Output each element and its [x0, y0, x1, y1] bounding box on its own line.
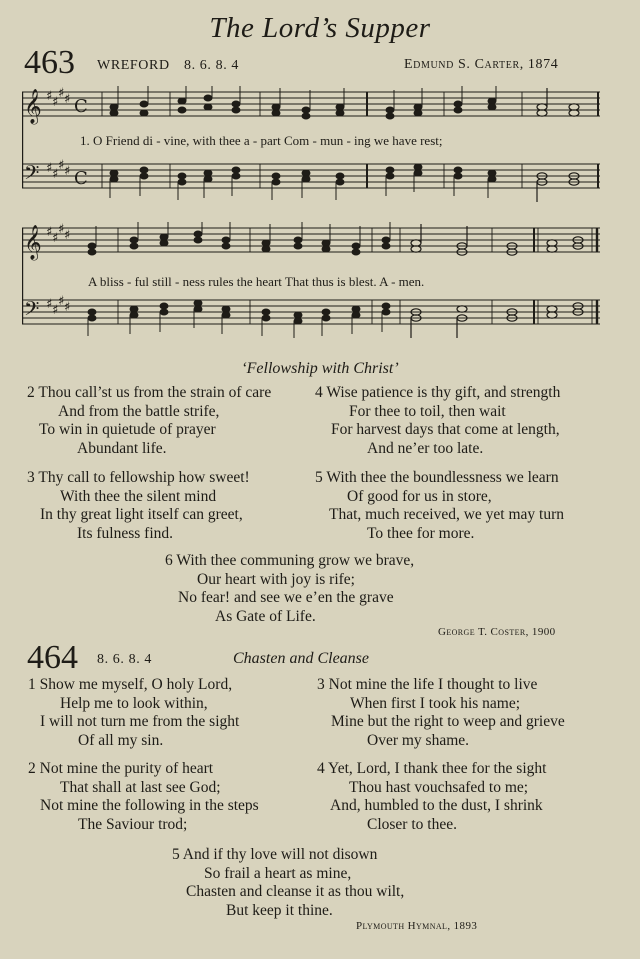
music-lyrics-line-1: 1. O Friend di - vine, with thee a - part Com - mun - ing we have rest;: [80, 133, 443, 148]
svg-text:♯: ♯: [46, 297, 53, 312]
svg-text:♯: ♯: [58, 158, 65, 173]
svg-text:♯: ♯: [52, 231, 59, 246]
svg-text:♯: ♯: [52, 303, 59, 318]
svg-text:♯: ♯: [46, 225, 53, 240]
hymn-464-verse-2: 2 Not mine the purity of heart That shall at last see God; Not mine the following in the steps The Saviour trod;: [28, 760, 259, 833]
hymn-463-author: George T. Coster, 1900: [438, 626, 556, 638]
hymn-464-title: Chasten and Cleanse: [233, 650, 369, 667]
hymn-463-verse-2: 2 Thou call’st us from the strain of care And from the battle strife, To win in quietude of prayer Abundant life.: [27, 384, 272, 457]
svg-text:♯: ♯: [52, 95, 59, 110]
svg-text:𝄢: 𝄢: [24, 161, 40, 189]
svg-text:♯: ♯: [58, 222, 65, 237]
svg-text:♯: ♯: [64, 300, 71, 315]
svg-text:♯: ♯: [46, 89, 53, 104]
hymn-464-meter: 8. 6. 8. 4: [97, 652, 152, 667]
hymn-464-verse-1: 1 Show me myself, O holy Lord, Help me to look within, I will not turn me from the sight Of all my sin.: [28, 676, 240, 749]
hymn-463-tune: WREFORD: [97, 58, 170, 73]
hymn-463-verse-5: 5 With thee the boundlessness we learn Of good for us in store, That, much received, we yet may turn To thee for more.: [315, 469, 564, 542]
hymn-464-verse-5: 5 And if thy love will not disown So frail a heart as mine, Chasten and cleanse it as thou wilt, But keep it thine.: [172, 846, 405, 919]
svg-text:𝄞: 𝄞: [24, 89, 42, 124]
svg-text:𝄢: 𝄢: [24, 297, 40, 325]
hymn-464-source: Plymouth Hymnal, 1893: [356, 920, 478, 932]
hymn-463-number: 463: [24, 44, 75, 81]
hymn-463-verse-3: 3 Thy call to fellowship how sweet! With thee the silent mind In thy great light itself can greet, Its fulness find.: [27, 469, 250, 542]
svg-text:♯: ♯: [58, 86, 65, 101]
hymn-463-verse-4: 4 Wise patience is thy gift, and strength For thee to toil, then wait For harvest days that come at length, And ne’er too late.: [315, 384, 561, 457]
svg-text:♯: ♯: [64, 228, 71, 243]
hymn-464-number: 464: [27, 639, 78, 676]
svg-text:♯: ♯: [58, 294, 65, 309]
running-title: The Lord’s Supper: [209, 12, 431, 44]
hymn-464-verse-4: 4 Yet, Lord, I thank thee for the sight Thou hast vouchsafed to me; And, humbled to the dust, I shrink Closer to thee.: [317, 760, 547, 833]
svg-text:♯: ♯: [64, 92, 71, 107]
svg-text:C: C: [74, 168, 88, 189]
svg-text:♯: ♯: [46, 161, 53, 176]
hymn-464-verse-3: 3 Not mine the life I thought to live When first I took his name; Mine but the right to weep and grieve Over my shame.: [317, 676, 565, 749]
svg-text:♯: ♯: [52, 167, 59, 182]
music-lyrics-line-2: A bliss - ful still - ness rules the heart That thus is blest. A - men.: [88, 274, 425, 289]
hymn-463-composer: Edmund S. Carter, 1874: [404, 57, 559, 72]
hymn-463-verse-6: 6 With thee communing grow we brave, Our heart with joy is rife; No fear! and see we e’en the grave As Gate of Life.: [165, 552, 415, 625]
svg-text:♯: ♯: [64, 164, 71, 179]
svg-text:C: C: [74, 96, 88, 117]
hymn-463-meter: 8. 6. 8. 4: [184, 58, 239, 73]
svg-text:𝄞: 𝄞: [24, 225, 42, 260]
hymn-463-title: ‘Fellowship with Christ’: [241, 360, 399, 377]
